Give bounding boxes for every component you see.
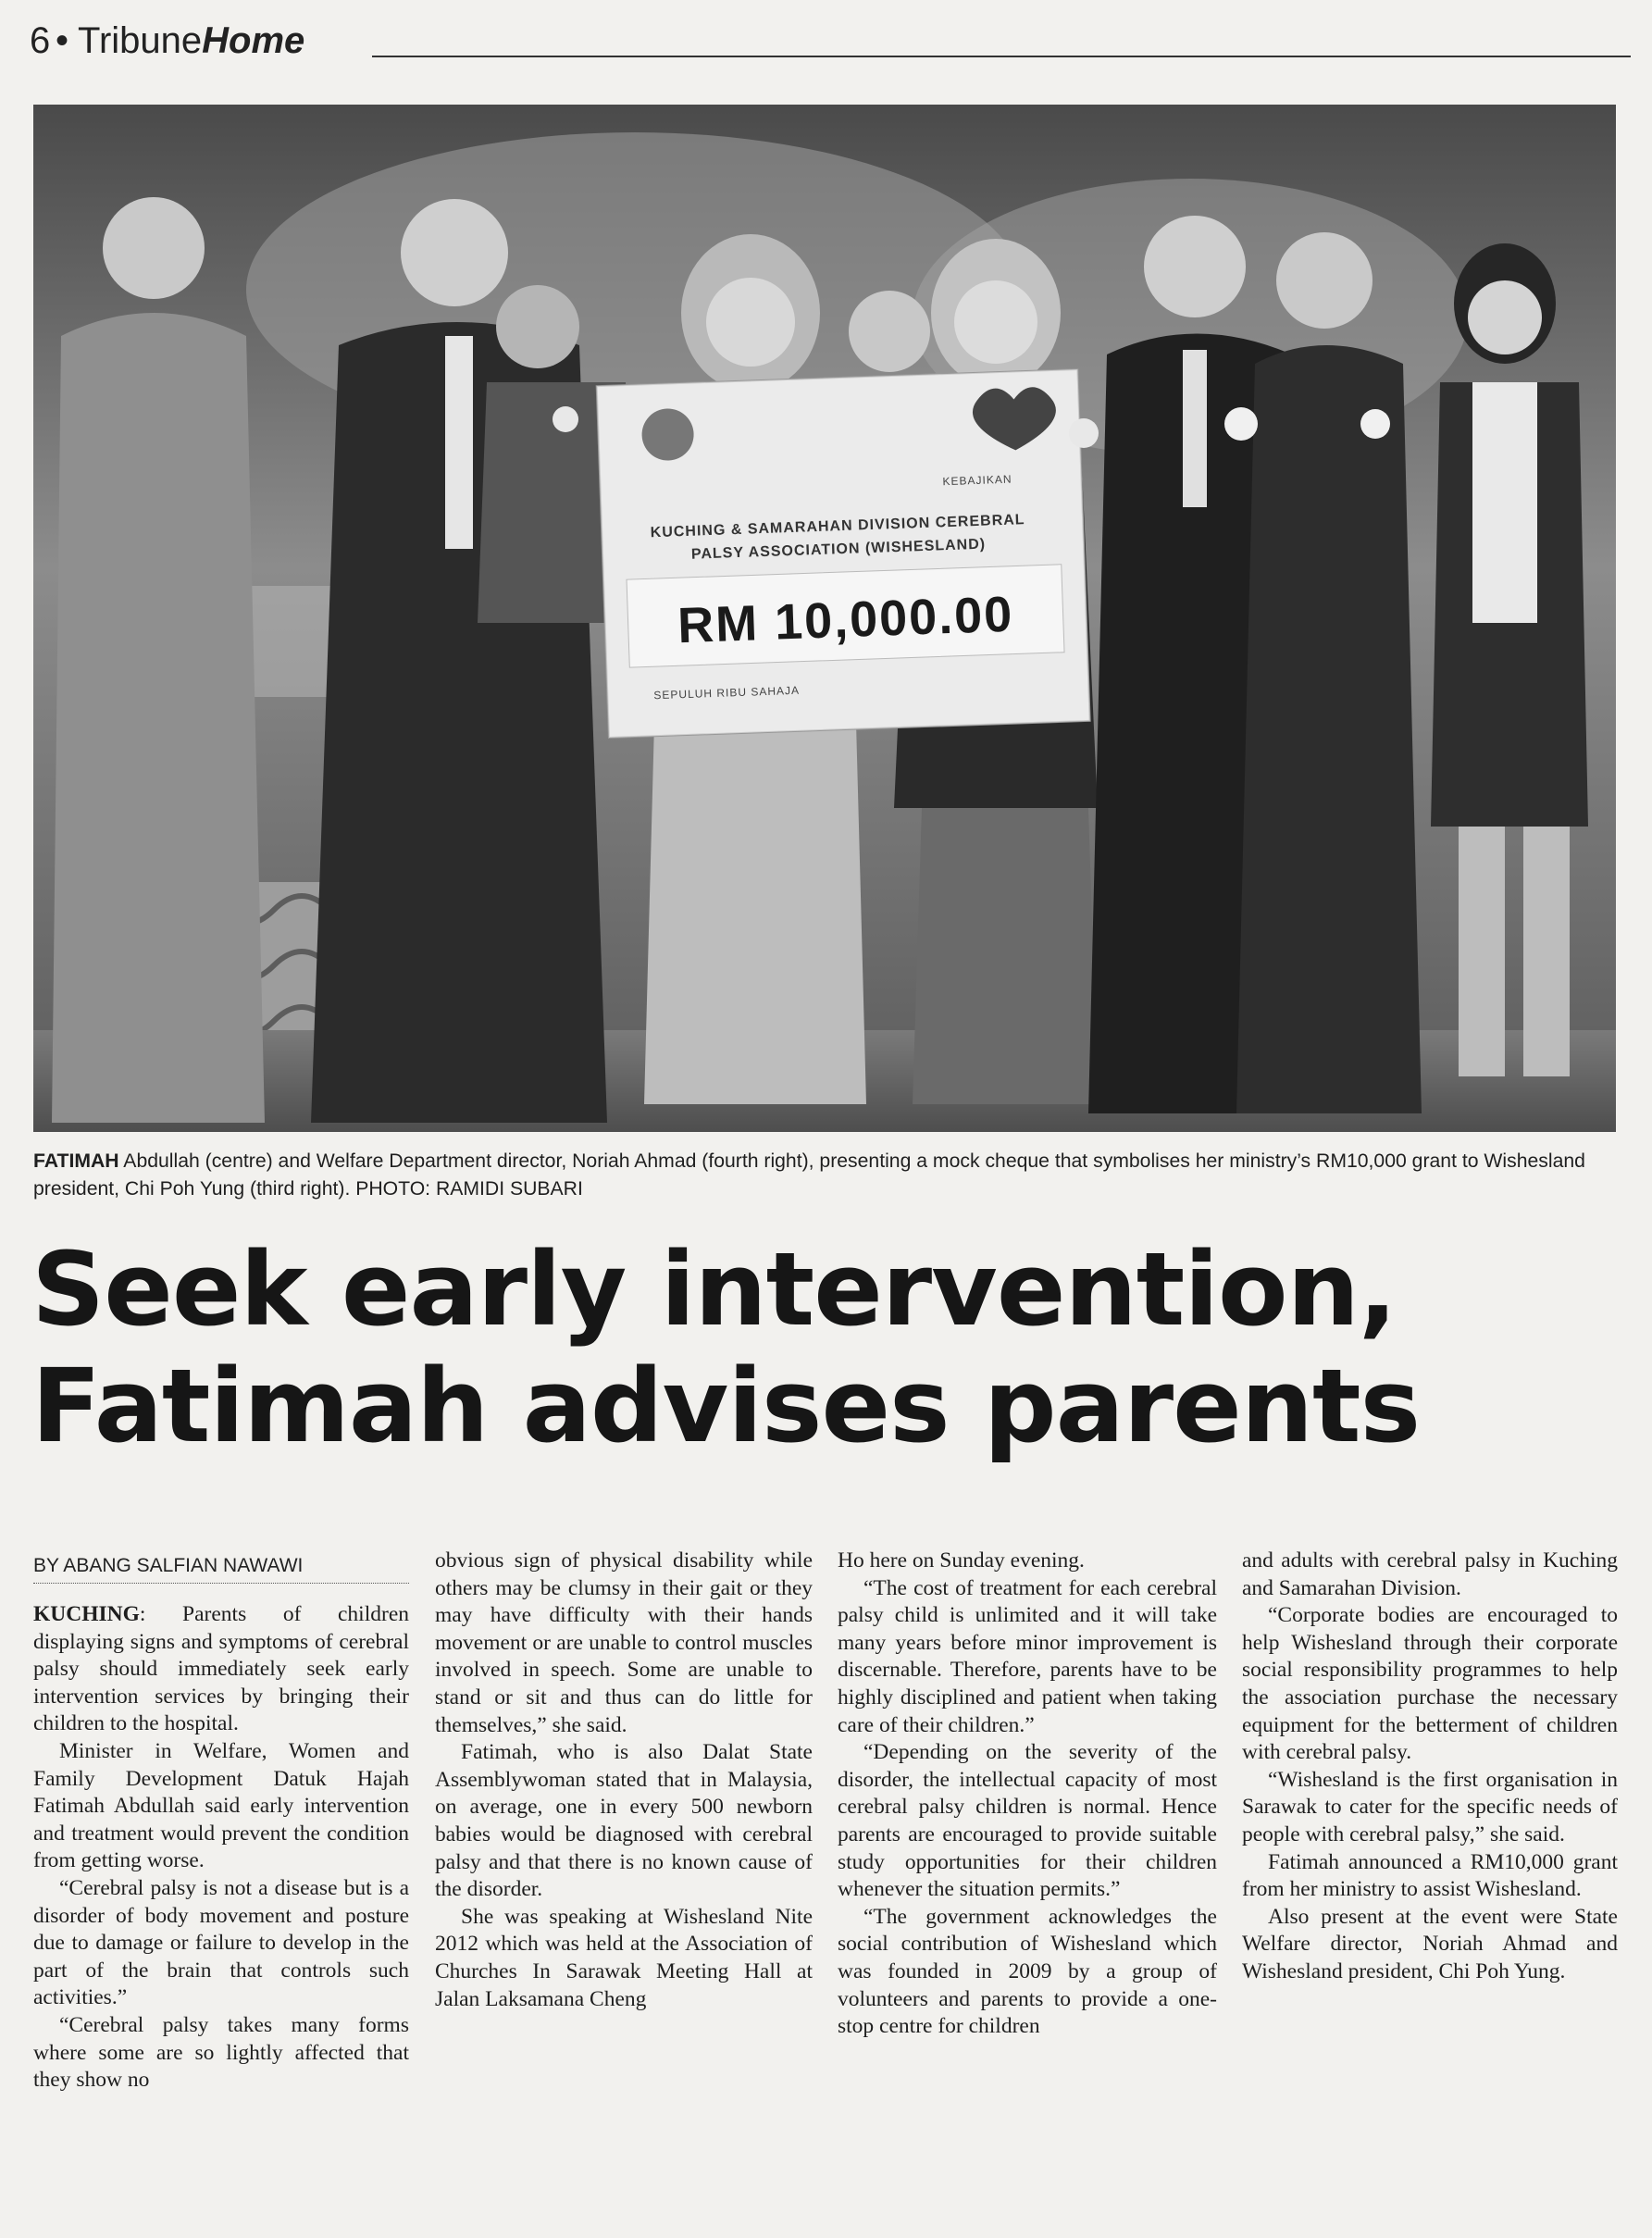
paragraph: “Wishesland is the first organisation in Sarawak to cater for the specific needs of people with cerebral palsy,” she said. xyxy=(1242,1767,1618,1846)
header-rule xyxy=(372,56,1631,57)
paragraph: “The government acknowledges the social contribution of Wishesland which was founded in 2009 by a group of volunteers and parents to provide a one-stop centre for children xyxy=(838,1904,1217,2039)
cheque-amount-words: SEPULUH RIBU SAHAJA xyxy=(653,683,801,702)
page-number: 6 xyxy=(30,20,51,61)
photo-caption xyxy=(33,1148,1616,1203)
paragraph: Minister in Welfare, Women and Family Development Datuk Hajah Fatimah Abdullah said early intervention and treatment would prevent the condition from getting worse. xyxy=(33,1738,409,1873)
paragraph: and adults with cerebral palsy in Kuching and Samarahan Division. xyxy=(1242,1548,1618,1600)
paragraph: “Cerebral palsy takes many forms where some are so lightly affected that they show no xyxy=(33,2012,409,2093)
section-prefix: Tribune xyxy=(78,20,203,61)
section-title xyxy=(78,20,304,62)
paragraph: “Cerebral palsy is not a disease but is a disorder of body movement and posture due to damage or failure to develop in the part of the brain that controls such activities.” xyxy=(33,1875,409,2010)
paragraph: She was speaking at Wishesland Nite 2012 which was held at the Association of Churches In Sarawak Meeting Hall at Jalan Laksamana Cheng xyxy=(435,1904,813,2011)
caption-text: Abdullah (centre) and Welfare Department director, Noriah Ahmad (fourth right), presenting a mock cheque that symbolises her ministry’s RM10,000 grant to Wishesland president, Chi Poh Yung (third right). PHOTO: RAMIDI SUBARI xyxy=(33,1150,1585,1200)
article-column-1 xyxy=(33,1601,409,2095)
photo-illustration xyxy=(33,105,1616,1132)
paragraph: Also present at the event were State Welfare director, Noriah Ahmad and Wishesland president, Chi Poh Yung. xyxy=(1242,1904,1618,1983)
cheque-amount: RM 10,000.00 xyxy=(677,586,1015,654)
cheque-payee-line1: KUCHING & SAMARAHAN DIVISION CEREBRAL xyxy=(650,512,1025,541)
article-column-4 xyxy=(1242,1548,1618,1986)
paragraph: Fatimah, who is also Dalat State Assemblywoman stated that in Malaysia, on average, one in every 500 newborn babies would be diagnosed with cerebral palsy and that there is no known cause of the disorder. xyxy=(435,1740,813,1902)
article-column-3 xyxy=(838,1548,1217,2041)
byline-rule xyxy=(33,1583,409,1584)
section-name: Home xyxy=(202,20,305,61)
caption-lead: FATIMAH xyxy=(33,1150,119,1172)
byline: BY ABANG SALFIAN NAWAWI xyxy=(33,1555,304,1576)
paragraph: Ho here on Sunday evening. xyxy=(838,1548,1085,1573)
paragraph xyxy=(33,1601,409,1738)
paragraph: “The cost of treatment for each cerebral palsy child is unlimited and it will take many years before minor improvement is discernable. Therefore, parents have to be highly disciplined and patient when taking care of their children.” xyxy=(838,1575,1217,1737)
mock-cheque xyxy=(597,369,1090,738)
header-bullet: • xyxy=(56,20,69,61)
cheque-payee-line2: PALSY ASSOCIATION (WISHESLAND) xyxy=(690,536,987,563)
paragraph: Fatimah announced a RM10,000 grant from her ministry to assist Wishesland. xyxy=(1242,1849,1618,1902)
paragraph: “Depending on the severity of the disorder, the intellectual capacity of most cerebral palsy children is normal. Hence parents are encouraged to provide suitable study opportunities for their children whenever the situation permits.” xyxy=(838,1740,1217,1902)
article-column-2 xyxy=(435,1548,813,2013)
paragraph-text: : Parents of children displaying signs and symptoms of cerebral palsy should immediately seek early intervention services by bringing their children to the hospital. xyxy=(33,1602,409,1736)
page-header xyxy=(30,20,1621,76)
news-photo xyxy=(33,105,1616,1132)
paragraph: obvious sign of physical disability while others may be clumsy in their gait or they may have difficulty with their hands movement or are unable to control muscles involved in speech. Some are unable to stand or sit and thus can do little for themselves,” she said. xyxy=(435,1548,813,1737)
headline-line-2: Fatimah advises parents xyxy=(31,1347,1421,1465)
cheque-logo-text: KEBAJIKAN xyxy=(942,472,1012,489)
headline xyxy=(31,1231,1619,1464)
dateline: KUCHING xyxy=(33,1602,140,1626)
headline-line-1: Seek early intervention, xyxy=(31,1230,1397,1349)
paragraph: “Corporate bodies are encouraged to help Wishesland through their corporate social responsibility programmes to help the association purchase the necessary equipment for the betterment of children with cerebral palsy. xyxy=(1242,1603,1618,1765)
